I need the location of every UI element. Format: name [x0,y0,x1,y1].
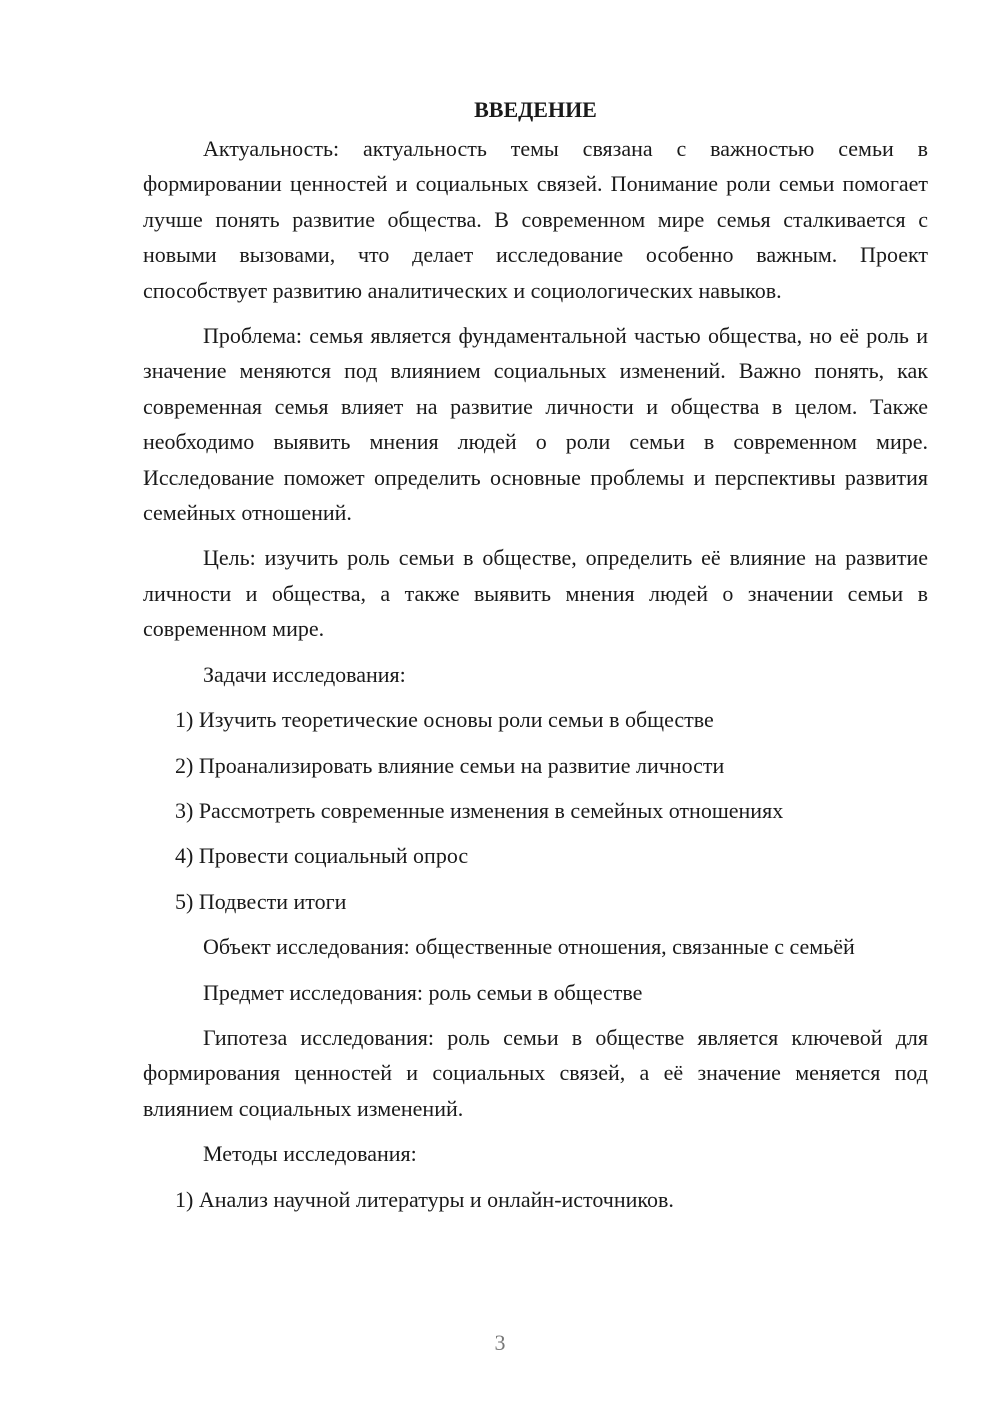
page-heading: ВВЕДЕНИЕ [474,97,597,122]
object-paragraph: Объект исследования: общественные отношения, связанные с семьёй [203,934,855,960]
problem-paragraph: Проблема: семья является фундаментальной частью общества, но её роль и значение меняются под влиянием социальных изменений. Важно понять, как современная семья влияет на развитие личности и общества в целом. Также необходимо выявить мнения людей о роли семьи в современном мире. Исследование поможет определить основные проблемы и перспективы развития семейных отношений. [143,323,928,526]
methods-title: Методы исследования: [203,1141,417,1167]
task-item: 1) Изучить теоретические основы роли семьи в обществе [175,707,714,733]
task-item: 3) Рассмотреть современные изменения в семейных отношениях [175,797,784,823]
subject-line: Предмет исследования: роль семьи в обществе [203,979,643,1005]
document-body [143,95,928,1227]
relevance-paragraph: Актуальность: актуальность темы связана с важностью семьи в формировании ценностей и социальных связей. Понимание роли семьи помогает лучше понять развитие общества. В современном мире семья сталкивается с новыми вызовами, что делает исследование особенно важным. Проект способствует развитию аналитических и социологических навыков. [143,136,928,303]
task-item: 5) Подвести итоги [175,888,347,914]
task-item: 2) Проанализировать влияние семьи на развитие личности [175,752,725,778]
page-number: 3 [494,1330,506,1355]
tasks-title: Задачи исследования: [203,661,406,687]
goal-paragraph: Цель: изучить роль семьи в обществе, определить её влияние на развитие личности и общества, а также выявить мнения людей о значении семьи в современном мире. [143,545,928,642]
method-item: 1) Анализ научной литературы и онлайн-источников. [175,1186,674,1212]
hypothesis-paragraph: Гипотеза исследования: роль семьи в обществе является ключевой для формирования ценностей и социальных связей, а её значение меняется под влиянием социальных изменений. [143,1024,928,1121]
task-item: 4) Провести социальный опрос [175,843,469,869]
